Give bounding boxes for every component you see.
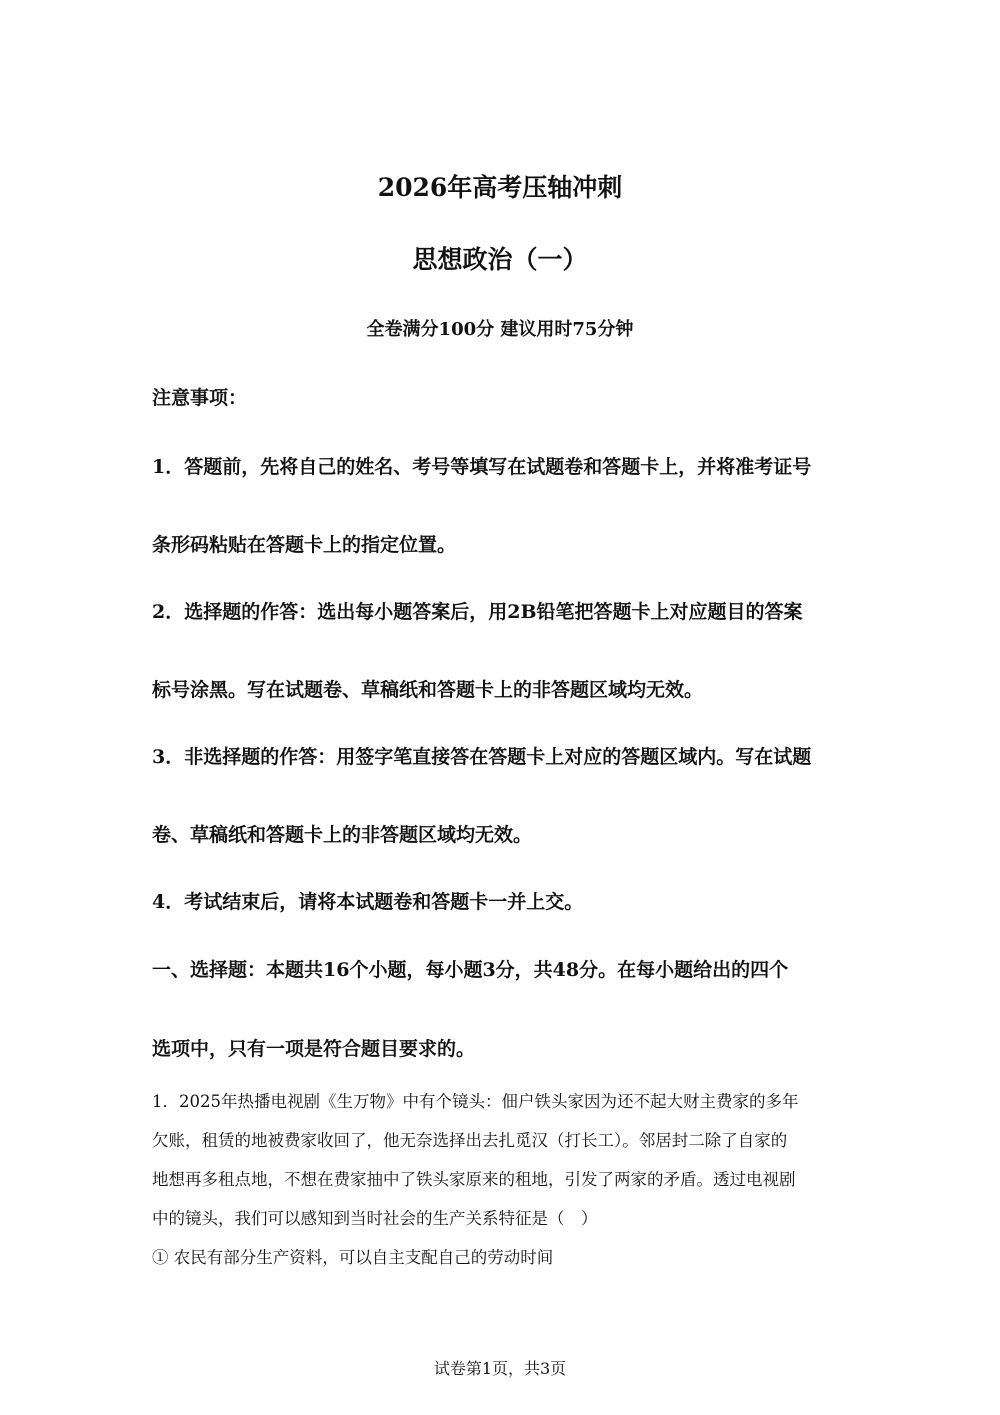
question-1-line-4: 中的镜头，我们可以感知到当时社会的生产关系特征是（ ） [152,1209,598,1228]
notice-item-1-line-1: 1．答题前，先将自己的姓名、考号等填写在试题卷和答题卡上，并将准考证号 [152,456,812,478]
notice-heading: 注意事项： [152,387,248,409]
notice-item-3-line-1: 3．非选择题的作答：用签字笔直接答在答题卡上对应的答题区域内。写在试题 [152,746,812,768]
section-1-heading-line-1: 一、选择题：本题共16个小题，每小题3分，共48分。在每小题给出的四个 [152,959,789,981]
page-indicator: 试卷第1页，共3页 [433,1359,567,1378]
question-1-line-2: 欠账，租赁的地被费家收回了，他无奈选择出去扎觅汉（打长工）。邻居封二除了自家的 [152,1131,788,1150]
question-1-line-1: 1．2025年热播电视剧《生万物》中有个镜头：佃户铁头家因为还不起大财主费家的多年 [152,1092,799,1111]
exam-info: 全卷满分100分 建议用时75分钟 [366,319,634,340]
subject-title: 思想政治（一） [412,245,588,274]
section-1-heading-line-2: 选项中，只有一项是符合题目要求的。 [152,1038,476,1060]
notice-item-2-line-1: 2．选择题的作答：选出每小题答案后，用2B铅笔把答题卡上对应题目的答案 [152,601,803,623]
notice-item-2-line-2: 标号涂黑。写在试题卷、草稿纸和答题卡上的非答题区域均无效。 [152,679,704,701]
notice-item-1-line-2: 条形码粘贴在答题卡上的指定位置。 [152,534,457,556]
question-1-line-3: 地想再多租点地，不想在费家抽中了铁头家原来的租地，引发了两家的矛盾。透过电视剧 [152,1170,796,1189]
question-1-option-1: ① 农民有部分生产资料，可以自主支配自己的劳动时间 [152,1248,554,1267]
notice-item-3-line-2: 卷、草稿纸和答题卡上的非答题区域均无效。 [152,824,533,846]
exam-title: 2026年高考压轴冲刺 [377,173,623,202]
notice-item-4: 4．考试结束后，请将本试题卷和答题卡一并上交。 [152,891,584,913]
